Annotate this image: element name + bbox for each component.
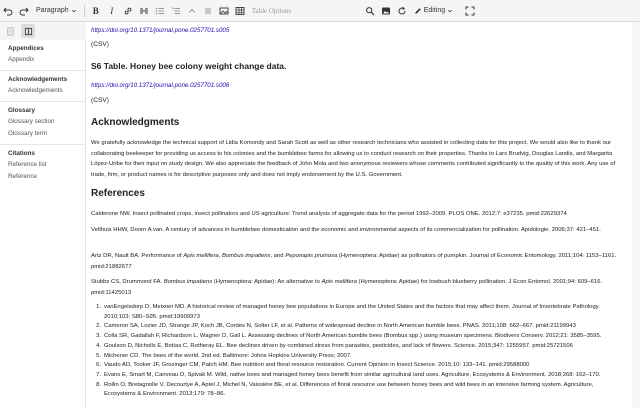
doi-link[interactable]: https://doi.org/10.1371/journal.pone.0257701.s006 [91, 82, 230, 89]
paragraph-style-dropdown[interactable] [32, 2, 81, 20]
numbered-reference-list [91, 303, 626, 400]
sidebar-group-citations: Citations [8, 150, 35, 157]
undo-icon[interactable] [1, 2, 15, 20]
figure-icon[interactable] [217, 2, 231, 20]
sidebar-item-appendix[interactable]: Appendix [8, 56, 35, 63]
pencil-icon [414, 7, 422, 15]
italic-button[interactable]: I [110, 5, 114, 16]
reference-entry: Artz DR, Nault BA. Performance of Apis mellifera, Bombus impatiens, and Peponapis pruinosa (Hymenoptera: Apidae) as pollinators of pumpkin. Journal of Economic Entomology. 2011;104: 1153–1161. pmid:21882677 [91, 253, 617, 270]
insert-components-tab[interactable] [21, 24, 35, 38]
document-icon [6, 27, 15, 36]
list-item [91, 361, 626, 371]
sidebar-divider [0, 101, 85, 102]
fullscreen-icon[interactable] [463, 2, 477, 20]
redo-icon[interactable] [17, 2, 31, 20]
list-item-text: Goulson D, Nicholls E, Botías C, Rotheray EL. Bee declines driven by combined stress from parasites, pesticides, and lack of flowers. Science. 2015;347: 1255957. pmid:25721506 [104, 342, 573, 349]
list-item [91, 303, 626, 322]
sidebar-item-reference-list[interactable]: Reference list [8, 161, 47, 168]
image-icon[interactable] [379, 2, 393, 20]
bullet-list-icon[interactable] [153, 2, 167, 20]
toolbar-divider [84, 5, 85, 17]
reference-entry: Stubbs CS, Drummond FA. Bombus impatiens (Hymenoptera: Apidae): An alternative to Apis mellifera (Hymenoptera: Apidae) for lowbush blueberry pollination. J Econ Entomol. 2001;94: 609–616. pmid:11425013 [91, 279, 603, 296]
supplement-title: S6 Table. Honey bee colony weight change data. [91, 61, 287, 71]
list-item-text: Cameron SA, Lozier JD, Strange JP, Koch JB, Cordes N, Solter LF, et al. Patterns of widespread decline in North American bumble bees. PNAS. 2011;108: 662–667. pmid:21199943 [104, 323, 576, 330]
editing-mode-label: Editing [423, 7, 446, 14]
acknowledgments-heading: Acknowledgments [91, 117, 180, 128]
link-icon[interactable] [121, 2, 135, 20]
list-item [91, 332, 626, 342]
paragraph-style-label: Paragraph [36, 7, 69, 14]
document-outline-tab[interactable] [3, 24, 17, 38]
insert-sidebar [0, 40, 86, 408]
sidebar-item-glossary-section[interactable]: Glossary section [8, 118, 55, 125]
sidebar-divider [0, 144, 85, 145]
doi-link[interactable]: https://doi.org/10.1371/journal.pone.0257701.s005 [91, 27, 230, 34]
editing-mode-dropdown[interactable] [410, 2, 457, 20]
list-item-text: vanEngelsdorp D, Meixner MD. A historical review of managed honey bee populations in Europe and the United States and the factors that may affect them. Journal of Invertebrate Pathology. 2010;103: S80–S95. pmid:19909973 [104, 304, 600, 320]
sidebar-group-acknowledgements: Acknowledgements [8, 76, 68, 83]
list-item-text: Michener CD. The bees of the world. 2nd ed. Baltimore: Johns Hopkins University Press; 2007. [104, 352, 352, 359]
track-changes-icon[interactable] [395, 2, 409, 20]
reference-entry: Calderone NW. Insect pollinated crops, insect pollinators and US agriculture: Trend analysis of aggregate data for the period 1992–2009. PLOS ONE. 2012;7: e37235. pmid:22629374 [91, 211, 567, 217]
book-icon [24, 27, 33, 36]
reference-entry: Velthuis HHW, Doorn A van. A century of advances in bumblebee domestication and the economic and environmental aspects of its commercialization for pollination. Apidologie. 2006;37: 421–451. [91, 227, 601, 233]
document-scrollbar[interactable] [632, 22, 640, 408]
supplement-format: (CSV) [91, 41, 109, 48]
lift-icon[interactable] [185, 2, 199, 20]
list-item-number: 2. [96, 323, 101, 330]
sidebar-divider [0, 70, 85, 71]
bold-button[interactable]: B [92, 5, 99, 16]
list-item [91, 371, 626, 381]
sidebar-group-appendices: Appendices [8, 45, 44, 52]
citation-icon[interactable] [137, 2, 151, 20]
list-item-text: Evans E, Smart M, Cariveau D, Spivak M. Wild, native bees and managed honey bees benefit from similar agricultural land uses. Agriculture, Ecosystems & Environment. 2018;268: 162–170. [104, 371, 601, 378]
list-item [91, 342, 626, 352]
list-item-text: Vaudo AD, Tooker JF, Grozinger CM, Patch HM. Bee nutrition and floral resource restoration. Current Opinion in Insect Science. 2015;10: 133–141. pmid:29588000 [104, 362, 530, 369]
sidebar-tabs [0, 22, 86, 40]
list-item-number: 4. [96, 342, 101, 349]
list-item-number: 3. [96, 333, 101, 340]
editor-toolbar [0, 0, 640, 22]
list-item [91, 322, 626, 332]
blockquote-icon[interactable] [201, 2, 215, 20]
numbered-list-icon[interactable] [169, 2, 183, 20]
chevron-down-icon [447, 8, 453, 14]
list-item [91, 352, 626, 362]
supplement-format: (CSV) [91, 97, 109, 104]
table-icon[interactable] [233, 2, 247, 20]
table-options-menu[interactable]: Table Options [251, 6, 292, 15]
list-item-text: Colla SR, Gadallah F, Richardson L, Wagner D, Gall L. Assessing declines of North American bumble bees (Bombus spp.) using museum specimens. Biodivers Conserv. 2012;21: 3585–3595. [104, 333, 602, 340]
document-body[interactable] [87, 22, 640, 408]
sidebar-item-acknowledgements[interactable]: Acknowledgements [8, 87, 63, 94]
list-item-number: 7. [96, 371, 101, 378]
sidebar-item-glossary-term[interactable]: Glossary term [8, 130, 48, 137]
sidebar-group-glossary: Glossary [8, 107, 35, 114]
acknowledgments-paragraph: We gratefully acknowledge the technical support of Lidia Komondy and Sarah Scott as well as other research technicians who assisted in collecting data for this project. We would also like to thank our collaborating beekeeper for providing us access to his colonies and the bumblebee farms for allowing us to conduct research on their properties. Thanks to Lars Brudvig, Douglas Landis, and Margarita López-Uribe for their input on study design. We also appreciate the feedback of John Mola and two anonymous reviewers whose comments contributed significantly to the quality of this work. Any use of trade, firm, or product names is for descriptive purposes only and does not imply endorsement by the U.S. Government. [91, 140, 616, 178]
sidebar-item-reference[interactable]: Reference [8, 173, 38, 180]
find-replace-icon[interactable] [363, 2, 377, 20]
list-item-number: 8. [96, 381, 101, 388]
list-item-text: Rollin O, Bretagnolle V, Decourtye A, Aptel J, Michel N, Vaissière BE, et al. Differences of floral resource use between honey bees and wild bees in an intensive farming system. Agriculture, Ecosystems & Environment. 2013;179: 78–86. [104, 381, 594, 398]
references-heading: References [91, 188, 145, 199]
list-item [91, 381, 626, 400]
chevron-down-icon [71, 8, 77, 14]
list-item-number: 6. [96, 362, 101, 369]
list-item-number: 5. [96, 352, 101, 359]
list-item-number: 1. [96, 304, 101, 310]
